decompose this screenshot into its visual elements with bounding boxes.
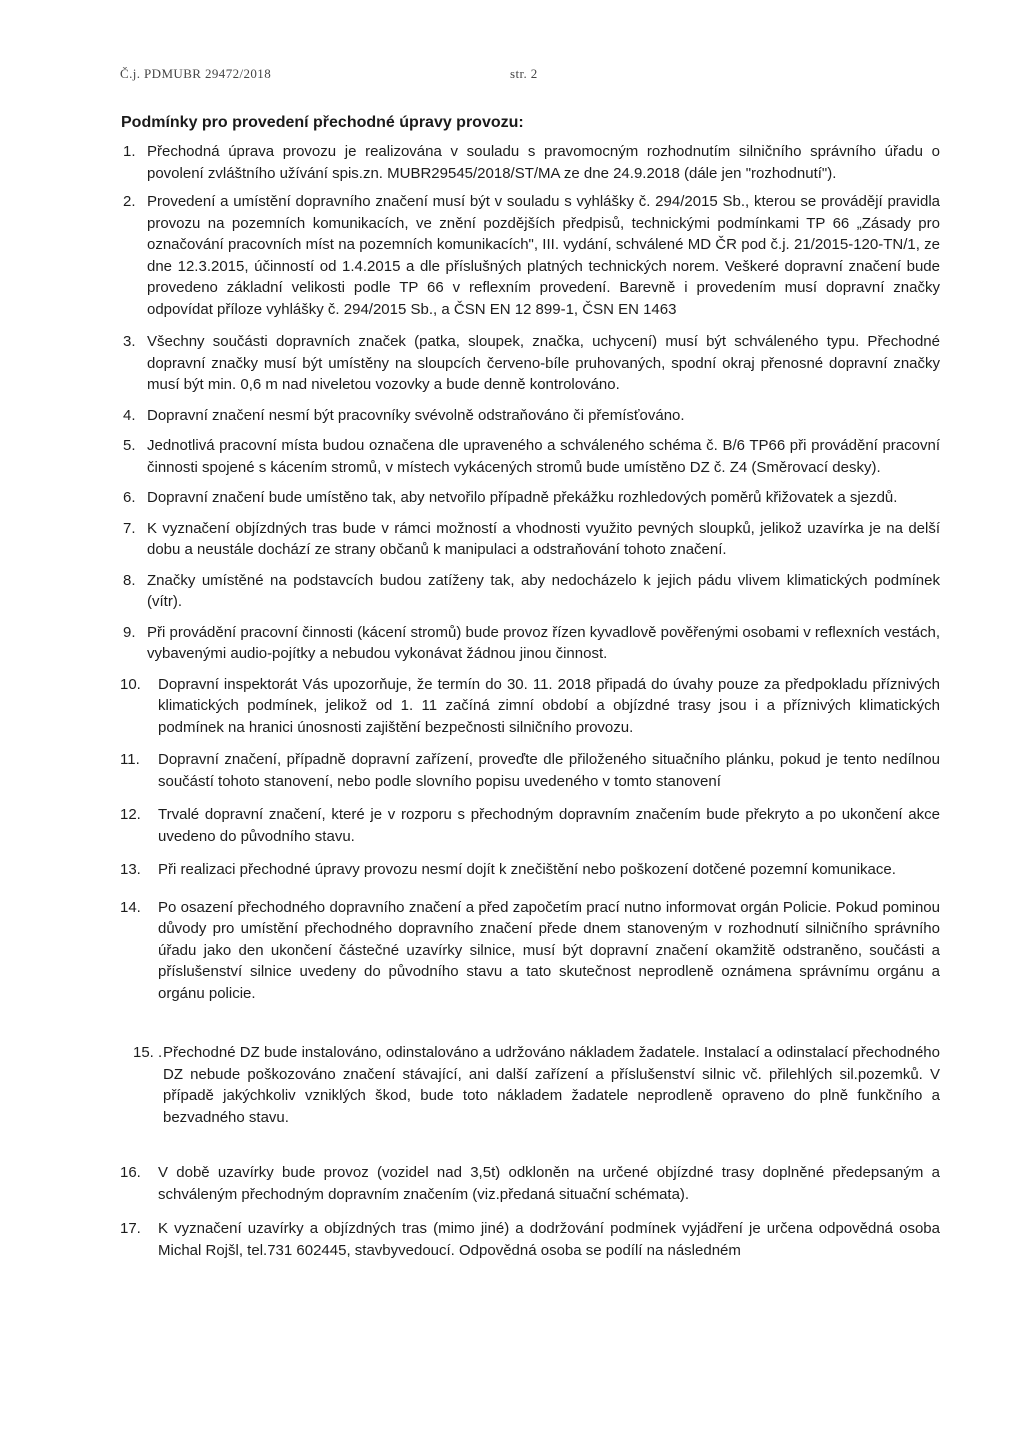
condition-text: K vyznačení uzavírky a objízdných tras (mimo jiné) a dodržování podmínek vyjádření je určena odpovědná osoba Michal Rojšl, tel.731 602445, stavbyvedoucí. Odpovědná osoba se podílí na následném bbox=[158, 1220, 940, 1259]
condition-number: 4. bbox=[123, 406, 136, 424]
condition-text: Přechodná úprava provozu je realizována v souladu s pravomocným rozhodnutím silničního správního úřadu o povolení zvláštního užívání spis.zn. MUBR29545/2018/ST/MA ze dne 24.9.2018 (dále jen "rozhodnutí"). bbox=[147, 143, 940, 182]
condition-item bbox=[120, 518, 940, 561]
condition-item bbox=[120, 141, 940, 184]
condition-item bbox=[120, 674, 940, 739]
condition-item bbox=[120, 859, 940, 881]
condition-number: 11. bbox=[120, 751, 140, 768]
condition-number: 1. bbox=[123, 143, 136, 160]
condition-item bbox=[120, 570, 940, 613]
condition-text: Dopravní značení nesmí být pracovníky svévolně odstraňováno či přemísťováno. bbox=[147, 406, 685, 424]
condition-number: 14. bbox=[120, 898, 141, 916]
page-number: str. 2 bbox=[510, 66, 538, 81]
condition-number: 6. bbox=[123, 489, 136, 506]
condition-text: Při realizaci přechodné úpravy provozu nesmí dojít k znečištění nebo poškození dotčené pozemní komunikace. bbox=[158, 861, 896, 878]
condition-item bbox=[120, 405, 940, 427]
condition-text: Provedení a umístění dopravního značení musí být v souladu s vyhlášky č. 294/2015 Sb., kterou se provádějí pravidla provozu na pozemních komunikacích, ve znění pozdějších předpisů, technickými podmínkami TP 66 „Zásady pro označování pracovních míst na pozemních komunikacích", III. vydání, schválené MD ČR pod č.j. 21/2015-120-TN/1, ze dne 12.3.2015, účinností od 1.4.2015 a dle příslušných platných technických norem. Veškeré dopravní značení bude provedeno základní velikosti podle TP 66 v reflexním provedení. Barevně i provedením musí dopravní značky odpovídat příloze vyhlášky č. 294/2015 Sb., a ČSN EN 12 899-1, ČSN EN 1463 bbox=[147, 193, 940, 318]
condition-text: Po osazení přechodného dopravního značení a před započetím prací nutno informovat orgán Policie. Pokud pominou důvody pro umístění přechodného dopravního značení přede dnem stanoveným v rozhodnutí silničního správního úřadu jako den ukončení částečné uzavírky silnice, musí být dopravní značení okamžitě odstraněno, součásti a příslušenství silnice uvedeny do původního stavu a tato skutečnost neprodleně oznámena správnímu orgánu a orgánu policie. bbox=[158, 898, 940, 1002]
condition-item bbox=[120, 1042, 940, 1128]
condition-text: Při provádění pracovní činnosti (kácení stromů) bude provoz řízen kyvadlově pověřenými osobami v reflexních vestách, vybavenými audio-pojítky a nebudou vykonávat žádnou jinou činnost. bbox=[147, 623, 940, 662]
condition-item bbox=[120, 749, 940, 792]
condition-text: Trvalé dopravní značení, které je v rozporu s přechodným dopravním značením bude překryto a po ukončení akce uvedeno do původního stavu. bbox=[158, 806, 940, 845]
reference-number: Č.j. PDMUBR 29472/2018 bbox=[120, 66, 272, 81]
condition-number: 5. bbox=[123, 437, 136, 454]
condition-text: Dopravní inspektorát Vás upozorňuje, že termín do 30. 11. 2018 připadá do úvahy pouze za předpokladu příznivých klimatických podmínek, jelikož od 1. 11 začíná zimní období a objízdné trasy jsou i a příznivých klimatických podmínek na hranici únosnosti zajištění bezpečnosti silničního provozu. bbox=[158, 675, 940, 736]
condition-number: 16. bbox=[120, 1164, 141, 1181]
condition-item bbox=[120, 331, 940, 396]
condition-text: K vyznačení objízdných tras bude v rámci možností a vhodnosti využito pevných sloupků, jelikož uzavírka je na delší dobu a neustále dochází ze strany občanů k manipulaci a odstraňování tohoto značení. bbox=[147, 519, 940, 558]
condition-item bbox=[120, 622, 940, 665]
condition-number: 17. bbox=[120, 1220, 141, 1237]
condition-number: 2. bbox=[123, 193, 136, 210]
condition-text: Všechny součásti dopravních značek (patka, sloupek, značka, uchycení) musí být schváleného typu. Přechodné dopravní značky musí být umístěny na sloupcích červeno-bíle pruhovaných, spodní okraj přenosné dopravní značky musí být min. 0,6 m nad niveletou vozovky a bude denně kontrolováno. bbox=[147, 333, 940, 393]
page-header bbox=[120, 66, 538, 82]
condition-item bbox=[120, 1218, 940, 1261]
condition-number: 7. bbox=[123, 519, 136, 537]
condition-number: 10. bbox=[120, 675, 141, 693]
condition-number: 8. bbox=[123, 571, 136, 589]
section-title: Podmínky pro provedení přechodné úpravy provozu: bbox=[121, 114, 524, 131]
condition-item bbox=[120, 1162, 940, 1205]
condition-number: 12. bbox=[120, 806, 141, 823]
condition-number: 15. . bbox=[133, 1044, 163, 1061]
condition-text: Dopravní značení, případně dopravní zařízení, proveďte dle přiloženého situačního plánku, pokud je tento nedílnou součástí tohoto stanovení, nebo podle slovního popisu uvedeného v tomto stanovení bbox=[158, 751, 940, 790]
condition-text: Přechodné DZ bude instalováno, odinstalováno a udržováno nákladem žadatele. Instalací a odinstalací přechodného DZ nebude poškozováno značení stávající, ani další zařízení a příslušenství silnic vč. přilehlých sil.pozemků. V případě jakýchkoliv vzniklých škod, bude toto nákladem žadatele neprodleně opraveno do plně funkčního a bezvadného stavu. bbox=[163, 1044, 940, 1126]
condition-item bbox=[120, 804, 940, 847]
condition-item bbox=[120, 435, 940, 478]
condition-text: Značky umístěné na podstavcích budou zatíženy tak, aby nedocházelo k jejich pádu vlivem klimatických podmínek (vítr). bbox=[147, 571, 940, 610]
condition-number: 9. bbox=[123, 623, 136, 641]
condition-text: Jednotlivá pracovní místa budou označena dle upraveného a schváleného schéma č. B/6 TP66 při provádění pracovní činnosti spojené s kácením stromů, v místech vykácených stromů bude umístěno DZ č. Z4 (Směrovací desky). bbox=[147, 437, 940, 476]
condition-item bbox=[120, 897, 940, 1005]
condition-text: V době uzavírky bude provoz (vozidel nad 3,5t) odkloněn na určené objízdné trasy doplněné předepsaným a schváleným přechodným dopravním značením (viz.předaná situační schémata). bbox=[158, 1164, 940, 1203]
condition-item bbox=[120, 487, 940, 509]
conditions-list bbox=[120, 141, 940, 1261]
condition-item bbox=[120, 191, 940, 320]
condition-text: Dopravní značení bude umístěno tak, aby netvořilo případně překážku rozhledových poměrů křižovatek a sjezdů. bbox=[147, 489, 898, 506]
condition-number: 13. bbox=[120, 861, 141, 878]
condition-number: 3. bbox=[123, 333, 136, 350]
